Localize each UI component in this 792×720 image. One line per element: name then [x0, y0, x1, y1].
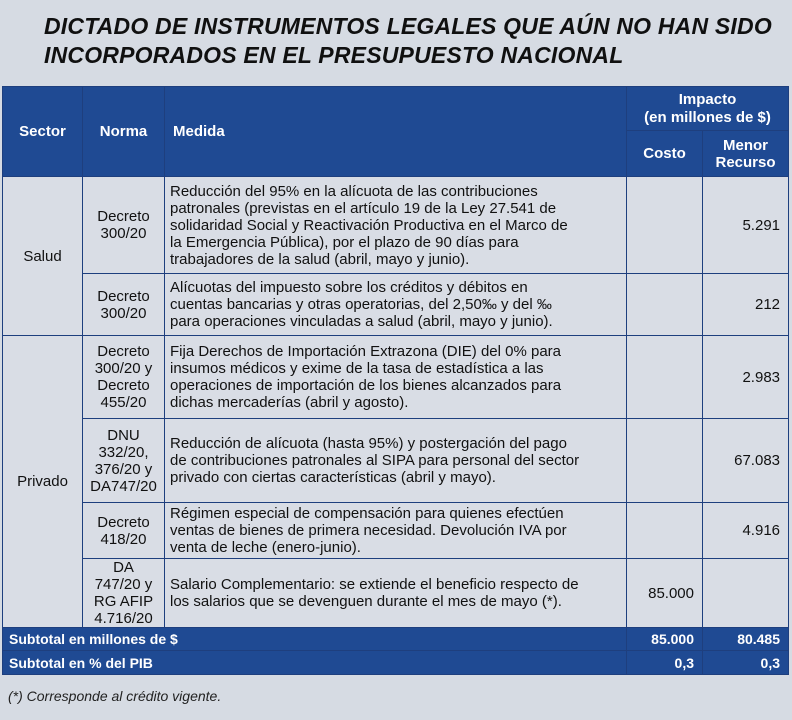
subtotal-menor-recurso: 80.485 — [703, 628, 789, 651]
header-sector: Sector — [3, 87, 83, 177]
norma-line: 376/20 y — [94, 460, 153, 478]
header-medida: Medida — [165, 87, 627, 177]
menor-recurso-cell: 67.083 — [703, 419, 789, 503]
menor-recurso-cell: 212 — [703, 274, 789, 336]
subtotal-pib-costo: 0,3 — [627, 651, 703, 675]
page-title — [44, 12, 784, 70]
medida-line: dichas mercaderías (abril y agosto). — [170, 394, 409, 411]
medida-line: Salario Complementario: se extiende el beneficio respecto de — [170, 576, 579, 593]
medida-line: patronales (previstas en el artículo 19 de la Ley 27.541 de — [170, 199, 557, 217]
medida-line: venta de leche (enero-junio). — [170, 539, 361, 556]
medida-line: de contribuciones patronales al SIPA para personal del sector — [170, 452, 580, 469]
medida-line: la Emergencia Pública), por el plazo de 90 días para — [170, 233, 519, 251]
header-menor-line2: Recurso — [715, 153, 776, 171]
norma-cell — [83, 419, 165, 503]
table-row — [3, 274, 789, 336]
footnote: (*) Corresponde al crédito vigente. — [8, 688, 222, 704]
norma-line: 332/20, — [98, 443, 149, 461]
medida-line: ventas de bienes de primera necesidad. Devolución IVA por — [170, 522, 567, 539]
norma-line: Decreto — [97, 377, 150, 394]
sector-salud: Salud — [3, 177, 83, 336]
title-line-1: DICTADO DE INSTRUMENTOS LEGALES QUE AÚN NO HAN SIDO — [44, 13, 772, 39]
costo-cell — [627, 419, 703, 503]
subtotal-pib-label: Subtotal en % del PIB — [3, 651, 627, 675]
table-row — [3, 559, 789, 628]
norma-line: 300/20 — [100, 225, 147, 242]
medida-line: insumos médicos y exime de la tasa de estadística a las — [170, 360, 544, 377]
sector-privado: Privado — [3, 336, 83, 628]
menor-recurso-cell — [703, 559, 789, 628]
costo-cell — [627, 336, 703, 419]
norma-line: 455/20 — [100, 394, 147, 411]
medida-cell — [165, 274, 627, 336]
medida-line: Reducción de alícuota (hasta 95%) y postergación del pago — [170, 435, 567, 452]
norma-line: Decreto — [97, 513, 150, 531]
costo-cell: 85.000 — [627, 559, 703, 628]
menor-recurso-cell: 5.291 — [703, 177, 789, 274]
table-row — [3, 336, 789, 419]
header-impacto — [627, 87, 789, 131]
norma-line: 747/20 y — [94, 576, 153, 593]
norma-line: Decreto — [97, 343, 150, 360]
header-norma: Norma — [83, 87, 165, 177]
subtotal-row — [3, 651, 789, 675]
medida-line: los salarios que se devenguen durante el mes de mayo (*). — [170, 593, 562, 610]
medida-line: privado con ciertas características (abril y mayo). — [170, 469, 496, 486]
subtotal-label: Subtotal en millones de $ — [3, 628, 627, 651]
subtotal-pib-menor-recurso: 0,3 — [703, 651, 789, 675]
medida-line: para operaciones vinculadas a salud (abril, mayo y junio). — [170, 313, 553, 330]
table-row — [3, 419, 789, 503]
norma-line: RG AFIP — [93, 593, 154, 610]
norma-cell — [83, 336, 165, 419]
menor-recurso-cell: 4.916 — [703, 503, 789, 559]
title-line-2: INCORPORADOS EN EL PRESUPUESTO NACIONAL — [44, 42, 624, 68]
table-row — [3, 177, 789, 274]
costo-cell — [627, 503, 703, 559]
medida-line: Alícuotas del impuesto sobre los créditos y débitos en — [170, 279, 528, 296]
costo-cell — [627, 177, 703, 274]
header-menor-line1: Menor — [723, 136, 768, 154]
budget-table — [2, 86, 789, 675]
header-impacto-line1: Impacto — [678, 90, 737, 108]
medida-line: Régimen especial de compensación para quienes efectúen — [170, 505, 564, 522]
medida-cell — [165, 419, 627, 503]
norma-line: Decreto — [97, 287, 150, 305]
medida-cell — [165, 177, 627, 274]
norma-line: 300/20 — [100, 304, 147, 322]
header-menor-recurso — [703, 131, 789, 177]
norma-line: 4.716/20 — [94, 610, 153, 627]
norma-cell — [83, 274, 165, 336]
medida-cell — [165, 559, 627, 628]
norma-line: 418/20 — [100, 530, 147, 548]
medida-line: Reducción del 95% en la alícuota de las contribuciones — [170, 182, 538, 200]
menor-recurso-cell: 2.983 — [703, 336, 789, 419]
medida-line: cuentas bancarias y otras operatorias, del 2,50‰ y del ‰ — [170, 296, 552, 313]
norma-cell — [83, 559, 165, 628]
subtotal-row — [3, 628, 789, 651]
header-costo: Costo — [627, 131, 703, 177]
subtotal-costo: 85.000 — [627, 628, 703, 651]
medida-cell — [165, 503, 627, 559]
norma-line: Decreto — [97, 208, 150, 225]
medida-line: Fija Derechos de Importación Extrazona (DIE) del 0% para — [170, 343, 562, 360]
norma-line: DA — [113, 559, 134, 576]
header-impacto-line2: (en millones de $) — [644, 108, 771, 126]
medida-line: operaciones de importación de los bienes alcanzados para — [170, 377, 562, 394]
norma-cell — [83, 177, 165, 274]
norma-cell — [83, 503, 165, 559]
table-row — [3, 503, 789, 559]
norma-line: 300/20 y — [94, 360, 153, 377]
costo-cell — [627, 274, 703, 336]
medida-line: solidaridad Social y Reactivación Productiva en el Marco de — [170, 216, 568, 234]
medida-cell — [165, 336, 627, 419]
norma-line: DA747/20 — [90, 477, 157, 495]
norma-line: DNU — [107, 426, 140, 444]
medida-line: trabajadores de la salud (abril, mayo y junio). — [170, 250, 470, 268]
